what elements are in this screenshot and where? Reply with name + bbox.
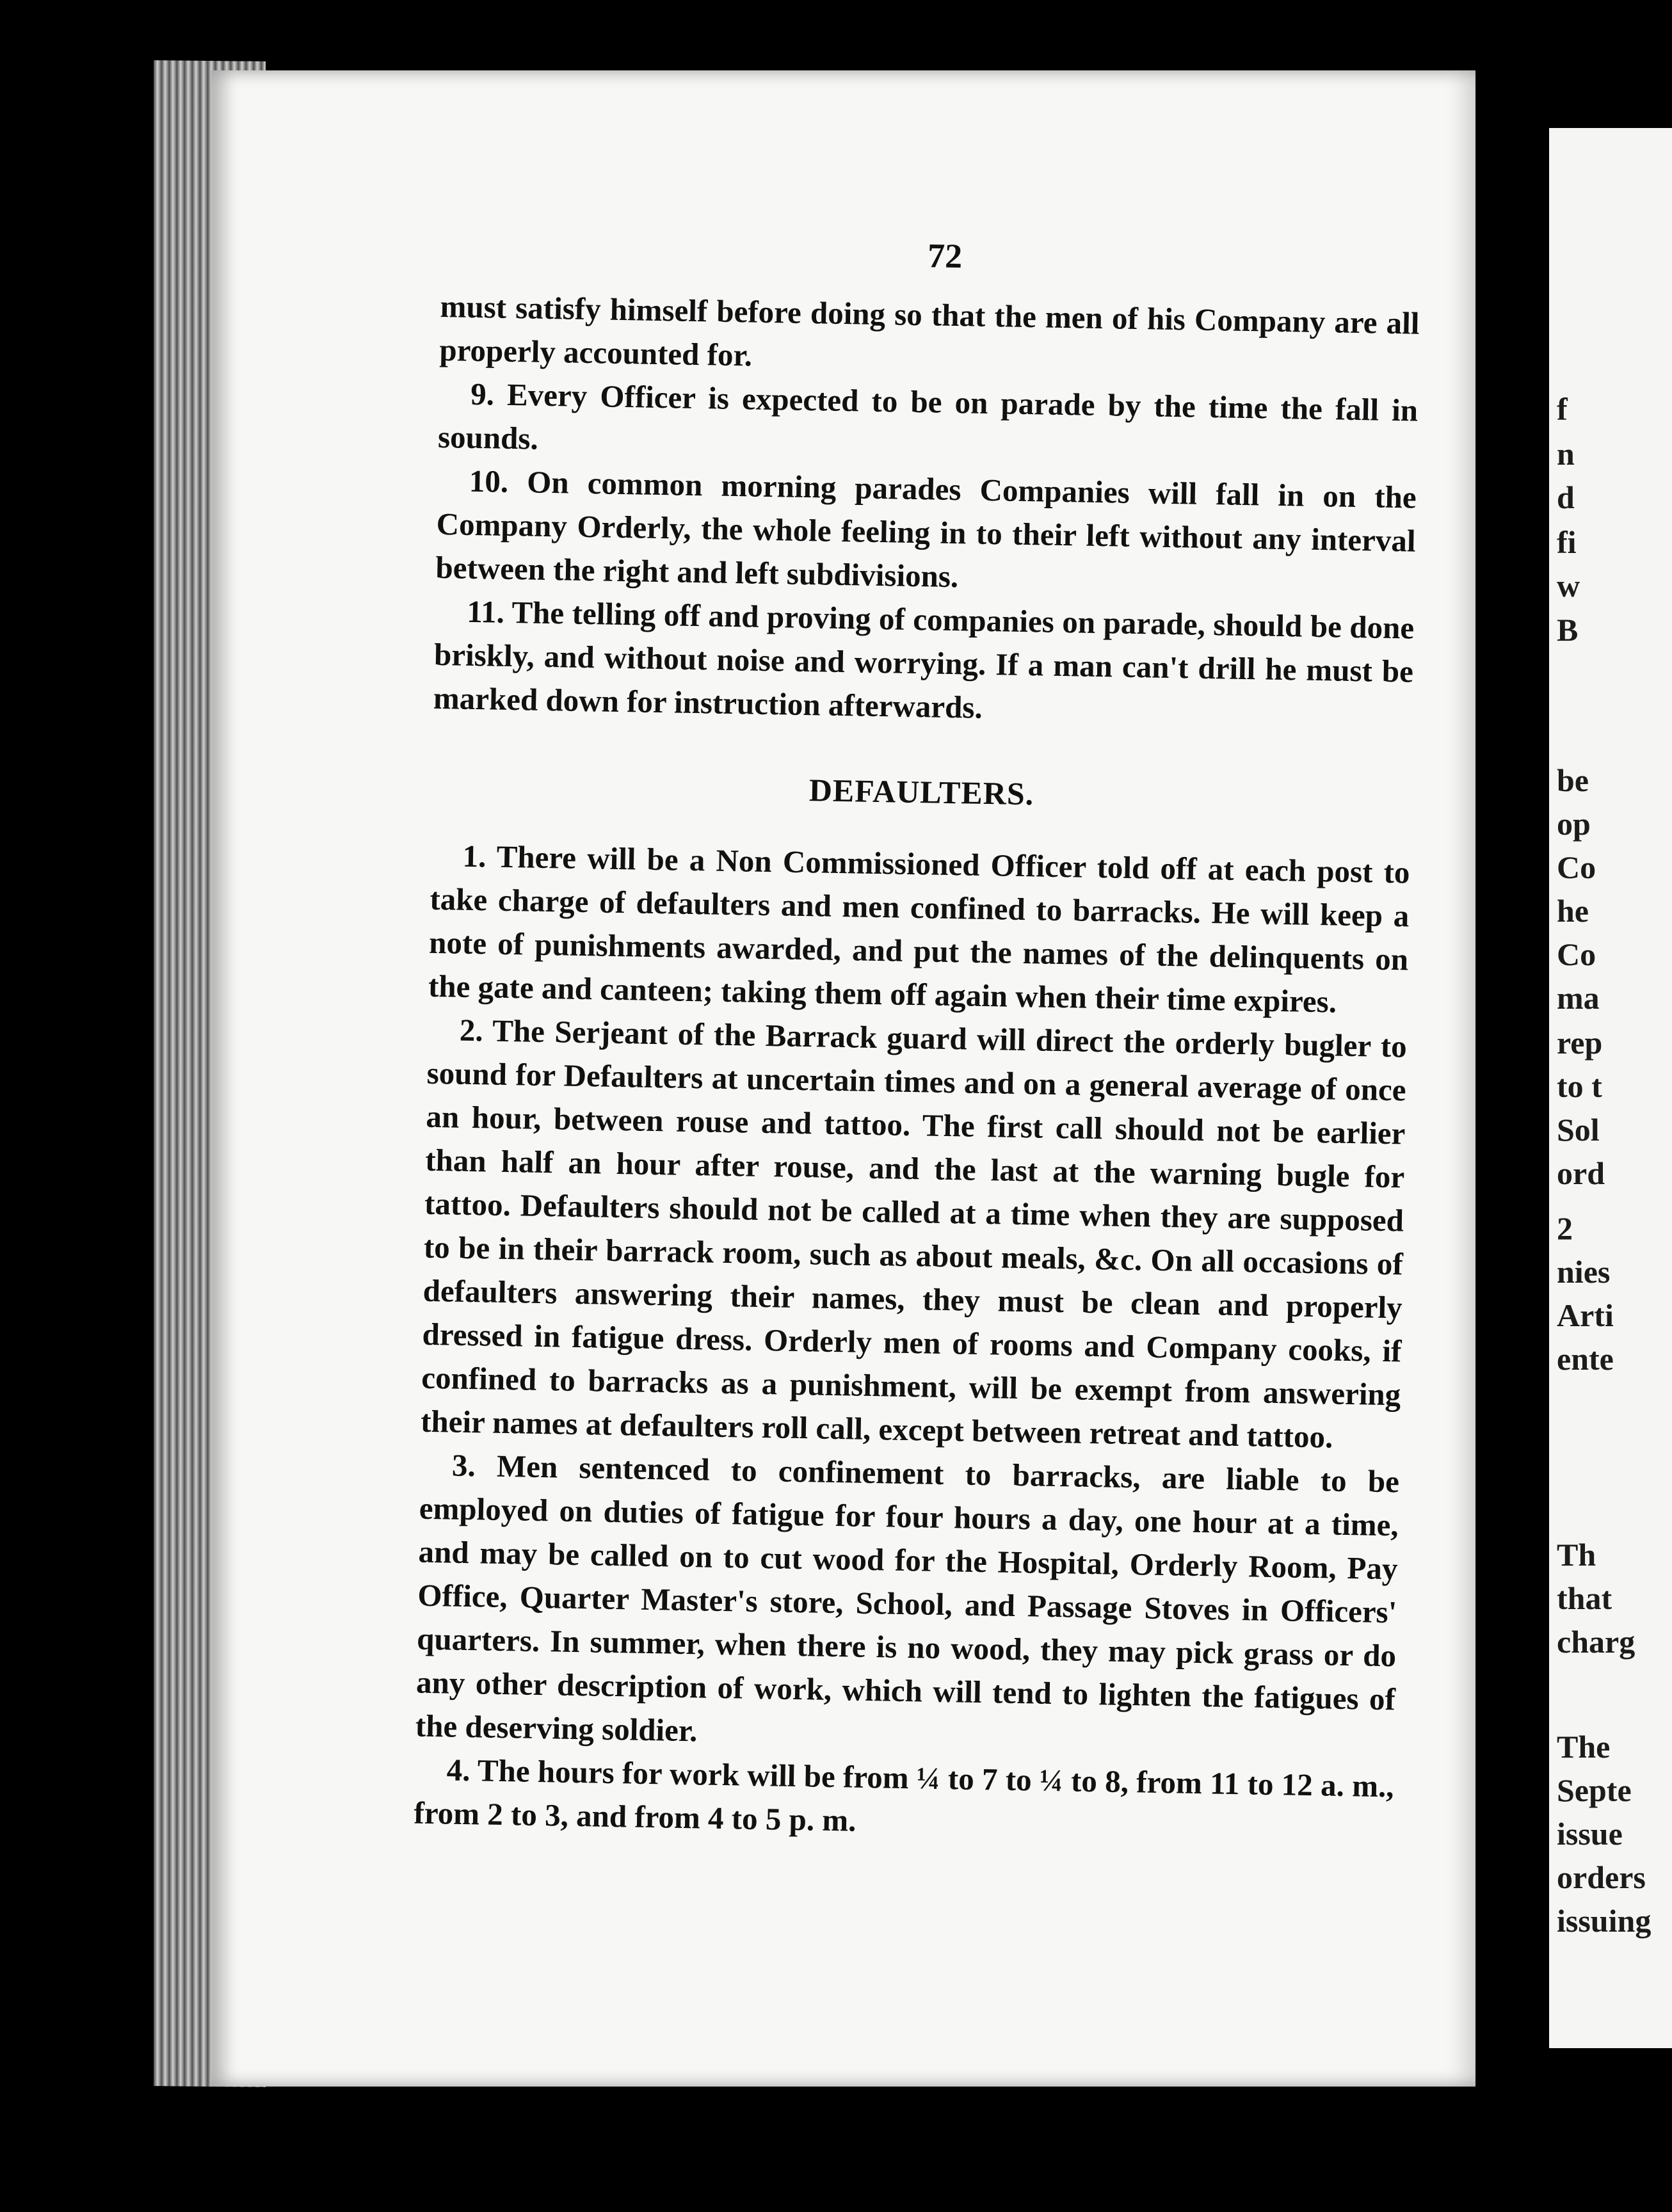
facing-fragment: rep bbox=[1557, 1025, 1603, 1061]
facing-fragment: w bbox=[1557, 568, 1580, 604]
facing-fragment: 2 bbox=[1557, 1210, 1573, 1246]
facing-fragment: The bbox=[1557, 1729, 1611, 1765]
facing-fragment: nies bbox=[1557, 1254, 1611, 1290]
facing-fragment: issue bbox=[1557, 1816, 1623, 1852]
facing-fragment: Sol bbox=[1557, 1112, 1600, 1148]
facing-fragment: Arti bbox=[1557, 1297, 1614, 1333]
facing-fragment: ma bbox=[1557, 980, 1600, 1016]
facing-fragment: issuing bbox=[1557, 1903, 1652, 1939]
facing-fragment: ente bbox=[1557, 1341, 1614, 1377]
facing-fragment: d bbox=[1557, 479, 1575, 515]
facing-page bbox=[1549, 128, 1672, 2048]
body-text bbox=[414, 285, 1420, 1852]
facing-fragment: f bbox=[1557, 391, 1568, 427]
facing-fragment: to t bbox=[1557, 1068, 1602, 1104]
facing-fragment: he bbox=[1557, 893, 1589, 929]
facing-fragment: that bbox=[1557, 1580, 1612, 1616]
facing-fragment: B bbox=[1557, 612, 1579, 648]
defaulters-paragraph: 4. The hours for work will be from ¼ to 7 to ¼ to 8, from 11 to 12 a. m., from 2 to 3, and from 4 to 5 p. m. bbox=[414, 1752, 1395, 1838]
continuation-paragraph: must satisfy himself before doing so that the men of his Company are all properly accounted for. bbox=[439, 288, 1420, 373]
facing-fragment: orders bbox=[1557, 1859, 1646, 1895]
facing-fragment: Co bbox=[1557, 936, 1596, 972]
section-heading: DEFAULTERS. bbox=[808, 772, 1034, 812]
rule-paragraph: 10. On common morning parades Companies will fall in on the Company Orderly, the whole feeling in to their left without any interval between the right and left subdivisions. bbox=[435, 463, 1417, 595]
facing-fragment: n bbox=[1557, 436, 1575, 472]
rule-paragraph: 9. Every Officer is expected to be on parade by the time the fall in sounds. bbox=[437, 376, 1419, 456]
facing-fragment: fi bbox=[1557, 524, 1577, 560]
facing-fragment: op bbox=[1557, 806, 1591, 842]
facing-fragment: be bbox=[1557, 762, 1589, 798]
page-number: 72 bbox=[927, 236, 963, 276]
facing-fragment: Co bbox=[1557, 849, 1596, 885]
defaulters-paragraph: 2. The Serjeant of the Barrack guard will direct the orderly bugler to sound for Defaulters at uncertain times and on a general average of once an hour, between rouse and tattoo. The first call should not be earlier than half an hour after rouse, and the last at the warning bugle for tattoo. Defaulters should not be called at a time when they are supposed to be in their barrack room, such as about meals, &c. On all occasions of defaulters answering their names, they must be clean and properly dressed in fatigue dress. Orderly men of rooms and Company cooks, if confined to barracks as a punishment, will be exempt from answering their names at defaulters roll call, except between retreat and tattoo. bbox=[420, 1012, 1408, 1455]
defaulters-paragraph: 3. Men sentenced to confinement to barracks, are liable to be employed on duties of fatigue for four hours a day, one hour at a time, and may be called on to cut wood for the Hospital, Orderly Room, Pay Office, Quarter Master's store, School, and Passage Stoves in Officers' quarters. In summer, when there is no wood, they may pick grass or do any other description of work, which will tend to lighten the fatigues of the deserving soldier. bbox=[415, 1447, 1400, 1749]
facing-fragment: ord bbox=[1557, 1155, 1605, 1191]
facing-fragment: charg bbox=[1557, 1624, 1636, 1660]
facing-fragment: Septe bbox=[1557, 1772, 1632, 1808]
facing-fragment: Th bbox=[1557, 1537, 1596, 1573]
defaulters-paragraph: 1. There will be a Non Commissioned Officer told off at each post to take charge of defaulters and men confined to barracks. He will keep a note of punishments awarded, and put the names of the delinquents on the gate and canteen; taking them off again when their time expires. bbox=[428, 838, 1410, 1020]
rule-paragraph: 11. The telling off and proving of companies on parade, should be done briskly, and without noise and worrying. If a man can't drill he must be marked down for instruction afterwards. bbox=[433, 593, 1415, 725]
